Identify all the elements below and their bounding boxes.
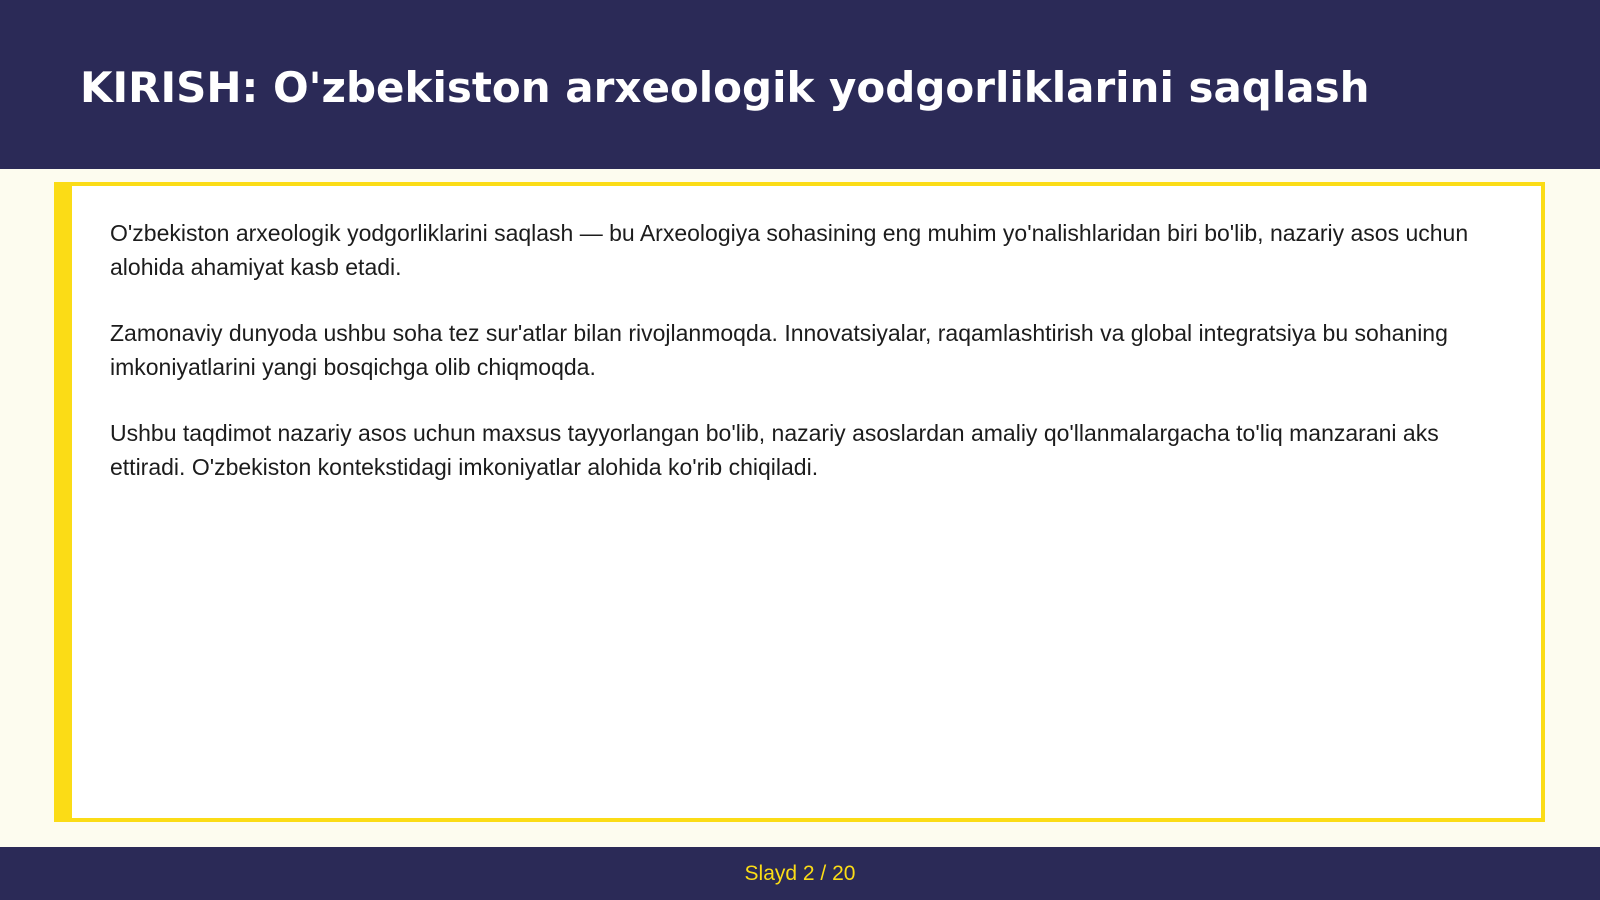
paragraph-2: Zamonaviy dunyoda ushbu soha tez sur'atlar bilan rivojlanmoqda. Innovatsiyalar, raqamlashtirish va global integratsiya bu sohaning imkoniyatlarini yangi bosqichga olib chiqmoqda. [110, 320, 1448, 380]
paragraph-3: Ushbu taqdimot nazariy asos uchun maxsus tayyorlangan bo'lib, nazariy asoslardan amaliy qo'llanmalargacha to'liq manzarani aks ettiradi. O'zbekiston kontekstidagi imkoniyatlar alohida ko'rib chiqiladi. [110, 420, 1439, 480]
slide-title: KIRISH: O'zbekiston arxeologik yodgorliklarini saqlash [80, 63, 1370, 112]
content-text [110, 216, 1510, 516]
content-box [54, 182, 1545, 822]
slide-header [0, 0, 1600, 169]
slide-footer [0, 847, 1600, 900]
paragraph-1: O'zbekiston arxeologik yodgorliklarini saqlash — bu Arxeologiya sohasining eng muhim yo'nalishlaridan biri bo'lib, nazariy asos uchun alohida ahamiyat kasb etadi. [110, 220, 1469, 280]
slide-counter: Slayd 2 / 20 [744, 861, 856, 885]
